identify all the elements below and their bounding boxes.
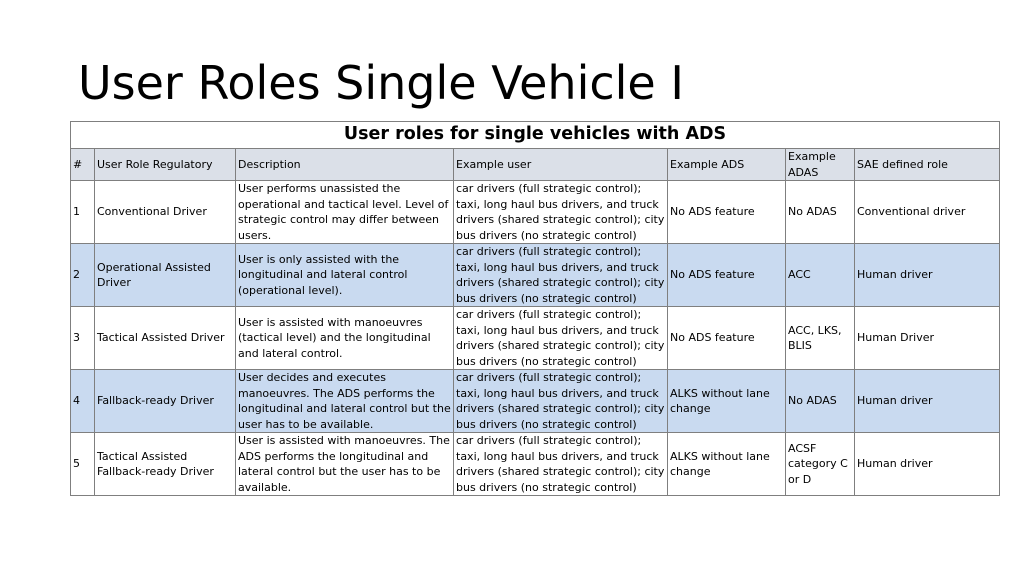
row-description: User performs unassisted the operational and tactical level. Level of strategic control may differ between users.: [236, 181, 454, 244]
header-example-user: Example user: [454, 149, 668, 181]
table-row: [71, 307, 1000, 370]
row-example-adas: No ADAS: [786, 181, 855, 244]
table-row: [71, 181, 1000, 244]
header-sae-role: SAE defined role: [855, 149, 1000, 181]
row-sae-role: Human driver: [855, 433, 1000, 496]
row-user-role: Conventional Driver: [95, 181, 236, 244]
table-caption: User roles for single vehicles with ADS: [71, 122, 1000, 149]
row-number: 3: [71, 307, 95, 370]
table-row: [71, 433, 1000, 496]
row-example-adas: ACSF category C or D: [786, 433, 855, 496]
row-number: 2: [71, 244, 95, 307]
header-number: #: [71, 149, 95, 181]
slide-title: User Roles Single Vehicle I: [78, 56, 684, 110]
row-sae-role: Human driver: [855, 370, 1000, 433]
row-user-role: Operational Assisted Driver: [95, 244, 236, 307]
row-example-user: car drivers (full strategic control); taxi, long haul bus drivers, and truck drivers (shared strategic control); city bus drivers (no strategic control): [454, 244, 668, 307]
row-example-user: car drivers (full strategic control); taxi, long haul bus drivers, and truck drivers (shared strategic control); city bus drivers (no strategic control): [454, 307, 668, 370]
row-user-role: Tactical Assisted Driver: [95, 307, 236, 370]
row-example-ads: ALKS without lane change: [668, 433, 786, 496]
row-user-role: Tactical Assisted Fallback-ready Driver: [95, 433, 236, 496]
table-caption-row: [71, 122, 1000, 149]
user-roles-table: [70, 121, 1000, 496]
row-example-ads: No ADS feature: [668, 244, 786, 307]
row-description: User is assisted with manoeuvres. The ADS performs the longitudinal and lateral control but the user has to be available.: [236, 433, 454, 496]
row-example-user: car drivers (full strategic control); taxi, long haul bus drivers, and truck drivers (shared strategic control); city bus drivers (no strategic control): [454, 433, 668, 496]
row-example-ads: No ADS feature: [668, 181, 786, 244]
row-sae-role: Conventional driver: [855, 181, 1000, 244]
row-sae-role: Human Driver: [855, 307, 1000, 370]
row-example-user: car drivers (full strategic control); taxi, long haul bus drivers, and truck drivers (shared strategic control); city bus drivers (no strategic control): [454, 370, 668, 433]
table-row: [71, 370, 1000, 433]
header-description: Description: [236, 149, 454, 181]
row-example-adas: ACC, LKS, BLIS: [786, 307, 855, 370]
row-description: User is only assisted with the longitudinal and lateral control (operational level).: [236, 244, 454, 307]
header-example-ads: Example ADS: [668, 149, 786, 181]
row-number: 4: [71, 370, 95, 433]
row-example-adas: ACC: [786, 244, 855, 307]
row-sae-role: Human driver: [855, 244, 1000, 307]
row-example-ads: ALKS without lane change: [668, 370, 786, 433]
header-example-adas: Example ADAS: [786, 149, 855, 181]
row-example-ads: No ADS feature: [668, 307, 786, 370]
row-example-adas: No ADAS: [786, 370, 855, 433]
row-number: 1: [71, 181, 95, 244]
header-user-role: User Role Regulatory: [95, 149, 236, 181]
row-number: 5: [71, 433, 95, 496]
row-example-user: car drivers (full strategic control); taxi, long haul bus drivers, and truck drivers (shared strategic control); city bus drivers (no strategic control): [454, 181, 668, 244]
row-description: User decides and executes manoeuvres. The ADS performs the longitudinal and lateral control but the user has to be available.: [236, 370, 454, 433]
row-user-role: Fallback-ready Driver: [95, 370, 236, 433]
table-row: [71, 244, 1000, 307]
table-header-row: [71, 149, 1000, 181]
row-description: User is assisted with manoeuvres (tactical level) and the longitudinal and lateral control.: [236, 307, 454, 370]
